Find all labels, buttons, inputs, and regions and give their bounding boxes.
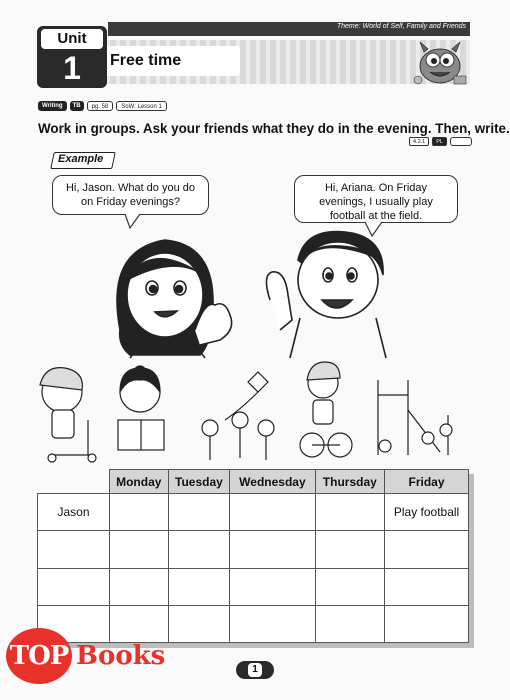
cell[interactable] (315, 531, 385, 568)
header-thursday: Thursday (315, 470, 385, 494)
scooter-boy-icon (40, 368, 96, 462)
instruction: Work in groups. Ask your friends what they do in the evening. Then, write. (38, 121, 510, 136)
speech-bubble-left: Hi, Jason. What do you do on Friday evenings? (52, 175, 209, 215)
code-standard: 4.2.1 (409, 137, 429, 146)
bubble-tail-left (125, 214, 140, 228)
unit-number: 1 (63, 50, 81, 86)
girl-character-icon (117, 240, 232, 358)
header-wednesday: Wednesday (230, 470, 315, 494)
schedule-table (37, 469, 469, 643)
cell[interactable] (315, 494, 385, 531)
cell[interactable] (168, 605, 230, 642)
reading-girl-icon (118, 366, 164, 450)
tag-tb-page: pg. 58 (87, 101, 114, 111)
cell[interactable] (315, 605, 385, 642)
cycling-girl-icon (300, 362, 352, 457)
cell[interactable] (110, 531, 169, 568)
code-pl: PL (432, 137, 447, 146)
table-row (38, 568, 469, 605)
cell[interactable] (168, 568, 230, 605)
header-monday: Monday (110, 470, 169, 494)
cell[interactable] (168, 531, 230, 568)
cell[interactable] (168, 494, 230, 531)
theme-text: Theme: World of Self, Family and Friends (336, 23, 466, 30)
cell[interactable] (110, 568, 169, 605)
cell-name[interactable] (38, 531, 110, 568)
page-number-badge (236, 661, 274, 679)
watermark-top: TOP (6, 628, 72, 684)
boy-character-icon (266, 232, 386, 358)
tag-sow: SoW: Lesson 1 (116, 101, 167, 111)
table-row (38, 494, 469, 531)
table-header-row (38, 470, 469, 494)
example-label: Example (58, 153, 104, 165)
cell[interactable] (230, 494, 315, 531)
header-blank (38, 470, 110, 494)
unit-label: Unit (41, 29, 103, 49)
bubble-tail-right (365, 222, 382, 236)
topbooks-watermark (6, 628, 165, 684)
page-title: Free time (110, 52, 182, 69)
cell[interactable] (385, 531, 469, 568)
cell[interactable] (230, 568, 315, 605)
cell-name[interactable] (38, 568, 110, 605)
table-row (38, 531, 469, 568)
cell[interactable]: Play football (385, 494, 469, 531)
watermark-books: Books (76, 641, 166, 671)
header-tuesday: Tuesday (168, 470, 230, 494)
cell[interactable] (230, 531, 315, 568)
cell[interactable] (230, 605, 315, 642)
cell[interactable] (385, 605, 469, 642)
tag-writing: Writing (38, 101, 67, 111)
speech-bubble-right: Hi, Ariana. On Friday evenings, I usually play football at the field. (294, 175, 458, 223)
kite-children-icon (202, 372, 274, 460)
cell[interactable] (385, 568, 469, 605)
page-number: 1 (248, 663, 262, 677)
header-friday: Friday (385, 470, 469, 494)
cell[interactable] (315, 568, 385, 605)
cell-name[interactable]: Jason (38, 494, 110, 531)
tag-tb: TB (70, 101, 84, 111)
playground-icon (378, 380, 452, 455)
cell[interactable] (110, 494, 169, 531)
